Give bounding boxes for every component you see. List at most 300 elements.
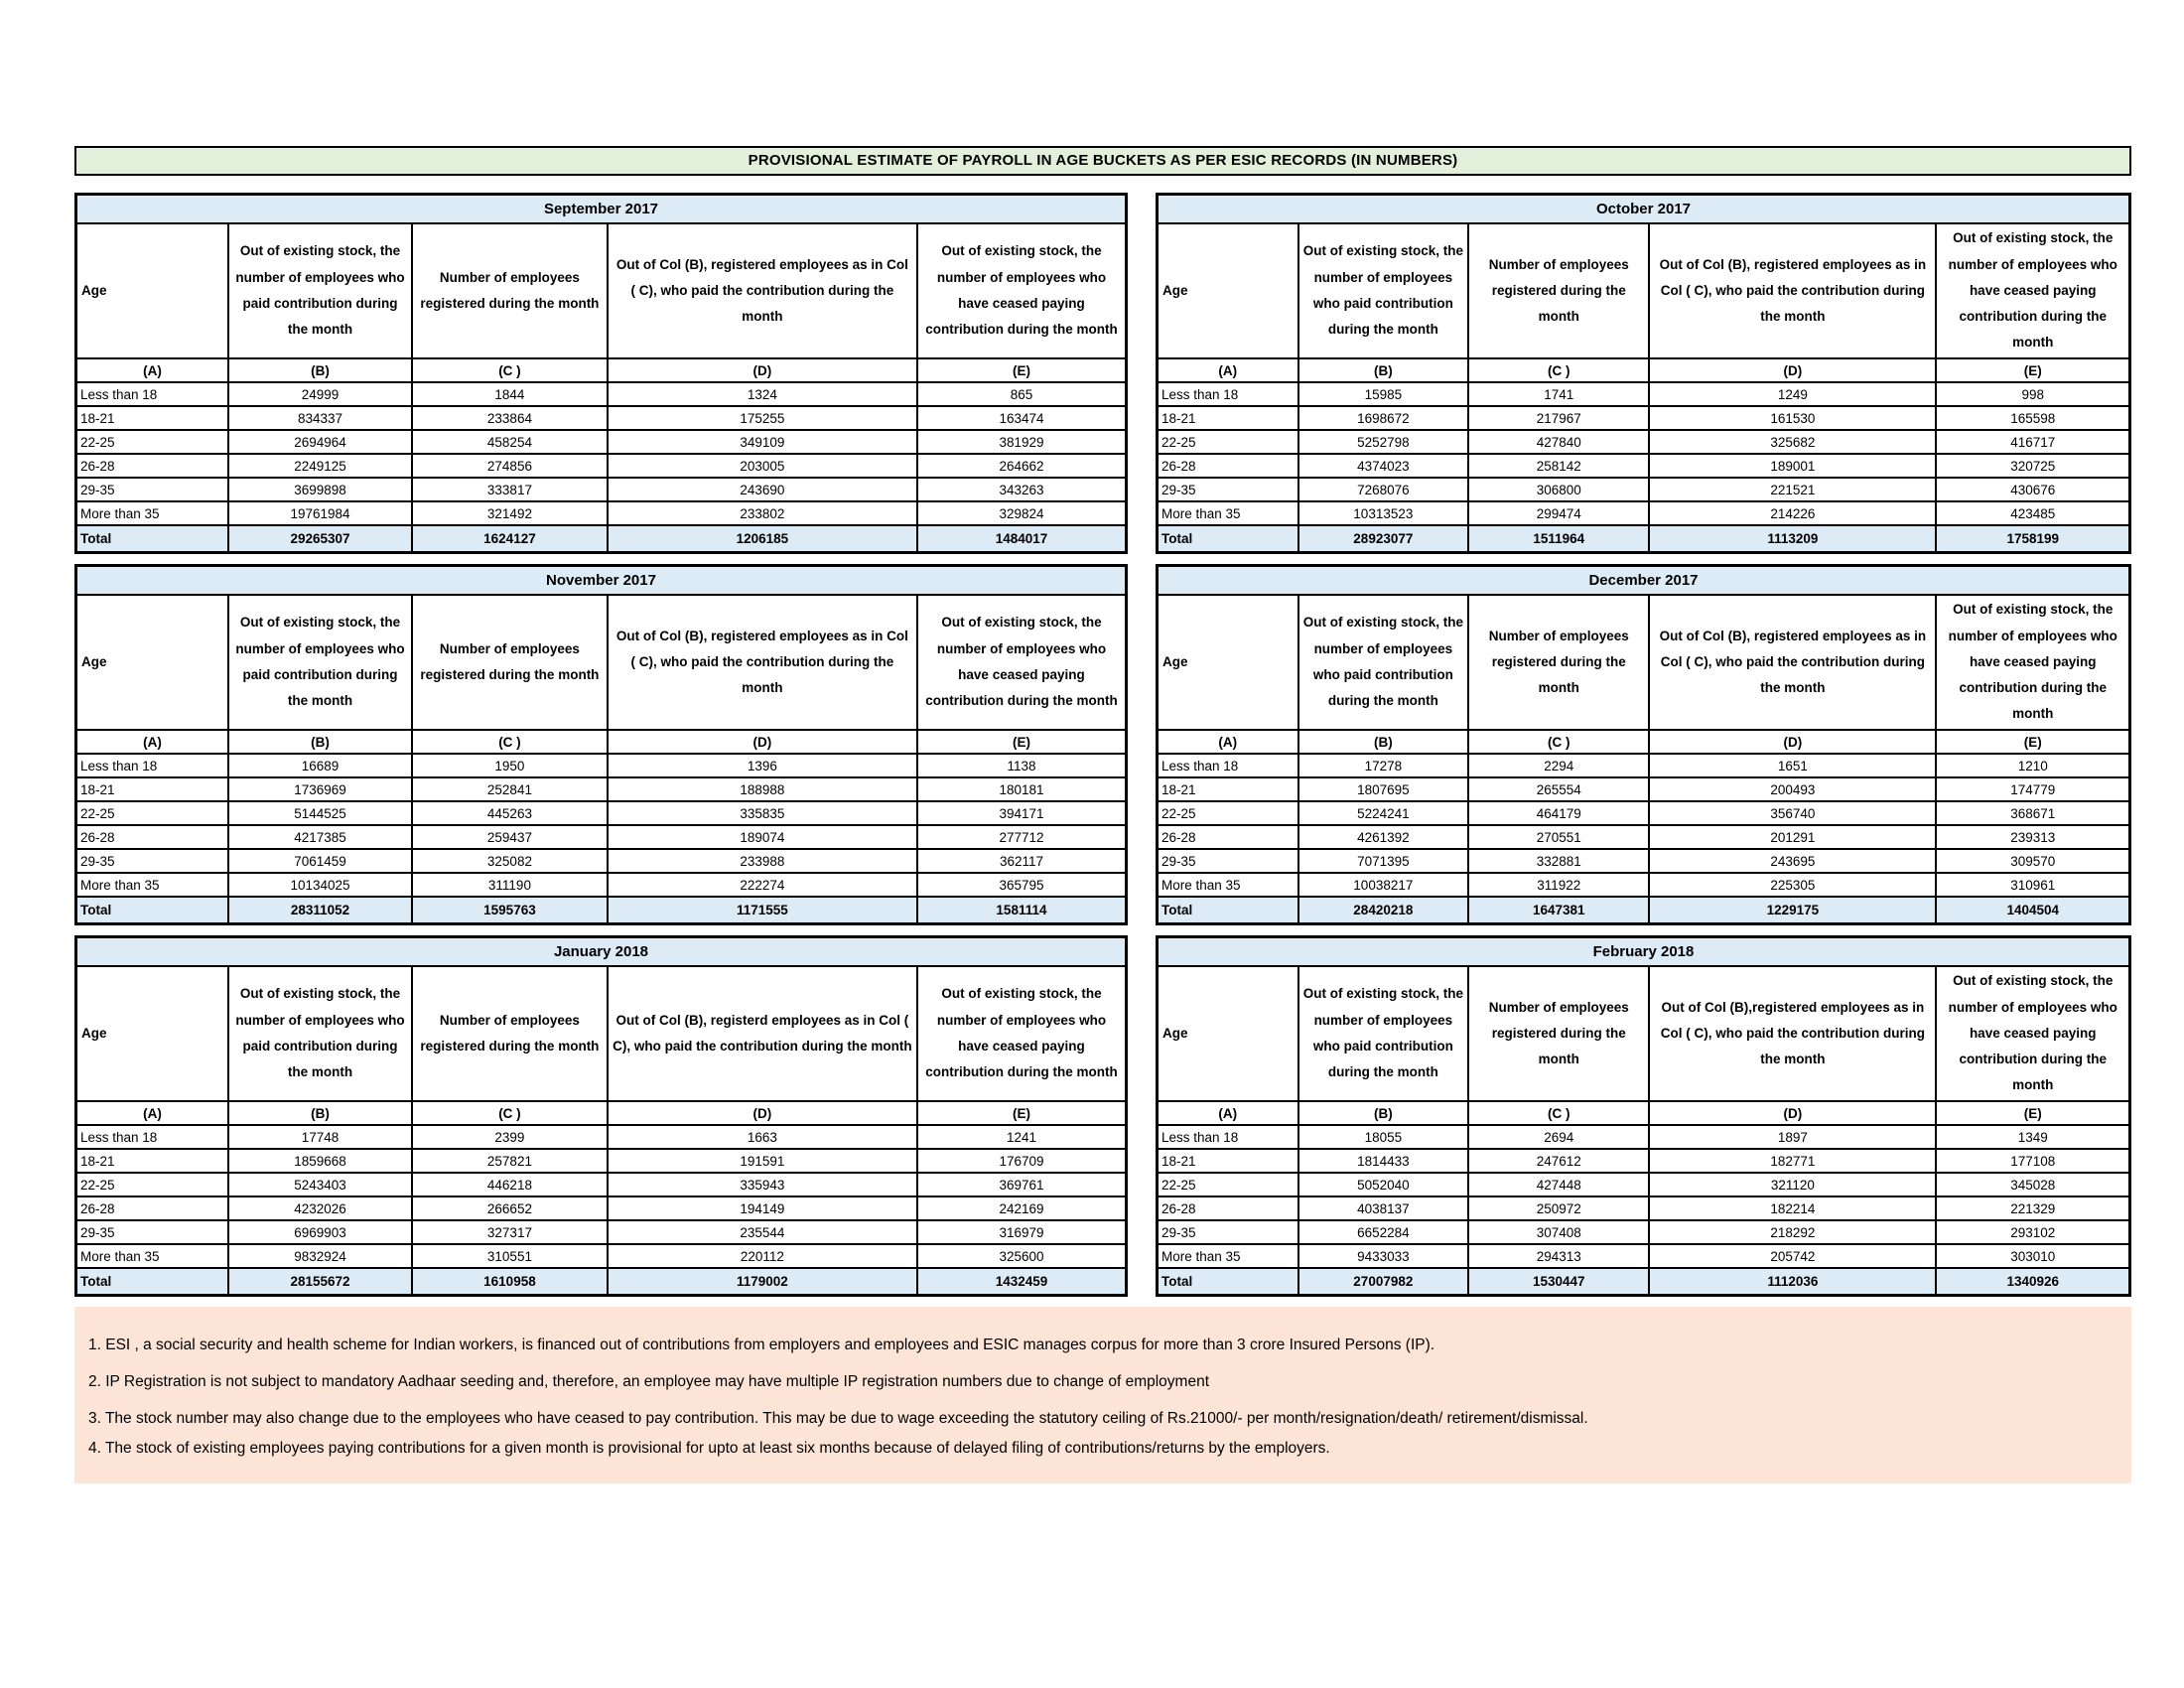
value-cell: 306800 [1468, 478, 1649, 501]
total-value: 1340926 [1936, 1268, 2129, 1296]
column-letter: (E) [917, 730, 1127, 754]
table-row [76, 382, 1127, 406]
value-cell: 329824 [917, 501, 1127, 525]
table-row [1158, 430, 2130, 454]
age-bucket-label: More than 35 [1158, 501, 1298, 525]
total-label: Total [76, 897, 228, 924]
total-value: 1404504 [1936, 897, 2129, 924]
value-cell: 311922 [1468, 873, 1649, 897]
column-header: Out of Col (B),registered employees as in Col ( C), who paid the contribution during the month [1649, 966, 1936, 1101]
table-row [76, 1125, 1127, 1149]
total-value: 1647381 [1468, 897, 1649, 924]
column-letter: (B) [1298, 358, 1469, 382]
value-cell: 250972 [1468, 1196, 1649, 1220]
column-header: Age [76, 595, 228, 730]
table-row [76, 849, 1127, 873]
value-cell: 6652284 [1298, 1220, 1469, 1244]
value-cell: 2694 [1468, 1125, 1649, 1149]
value-cell: 446218 [412, 1173, 608, 1196]
column-letter: (E) [1936, 358, 2129, 382]
value-cell: 16689 [228, 754, 412, 777]
month-data-table [1156, 935, 2131, 1297]
value-cell: 188988 [608, 777, 917, 801]
column-header: Out of existing stock, the number of employees who have ceased paying contribution during the month [917, 595, 1127, 730]
value-cell: 321120 [1649, 1173, 1936, 1196]
footnote: 2. IP Registration is not subject to mandatory Aadhaar seeding and, therefore, an employee may have multiple IP registration numbers due to change of employment [88, 1373, 1210, 1390]
age-bucket-label: Less than 18 [1158, 382, 1298, 406]
value-cell: 1814433 [1298, 1149, 1469, 1173]
value-cell: 5144525 [228, 801, 412, 825]
value-cell: 18055 [1298, 1125, 1469, 1149]
total-label: Total [76, 1268, 228, 1296]
total-value: 1511964 [1468, 525, 1649, 553]
table-row [1158, 1244, 2130, 1268]
value-cell: 1324 [608, 382, 917, 406]
total-row [76, 525, 1127, 553]
value-cell: 1698672 [1298, 406, 1469, 430]
age-bucket-label: 22-25 [76, 1173, 228, 1196]
column-header: Out of existing stock, the number of employees who have ceased paying contribution during the month [1936, 223, 2129, 358]
value-cell: 9832924 [228, 1244, 412, 1268]
value-cell: 174779 [1936, 777, 2129, 801]
value-cell: 5252798 [1298, 430, 1469, 454]
age-bucket-label: Less than 18 [76, 1125, 228, 1149]
age-bucket-label: 18-21 [76, 406, 228, 430]
table-row [76, 406, 1127, 430]
column-header: Number of employees registered during the month [412, 595, 608, 730]
age-bucket-label: 18-21 [1158, 406, 1298, 430]
table-row [76, 501, 1127, 525]
value-cell: 427448 [1468, 1173, 1649, 1196]
value-cell: 200493 [1649, 777, 1936, 801]
value-cell: 430676 [1936, 478, 2129, 501]
value-cell: 335943 [608, 1173, 917, 1196]
month-title: February 2018 [1158, 937, 2130, 967]
footnote: 4. The stock of existing employees paying contributions for a given month is provisional for upto at least six months because of delayed filing of contributions/returns by the employers. [88, 1440, 1330, 1457]
column-header: Out of existing stock, the number of employees who have ceased paying contribution during the month [917, 223, 1127, 358]
column-letter: (B) [1298, 1101, 1469, 1125]
value-cell: 325600 [917, 1244, 1127, 1268]
age-bucket-label: Less than 18 [1158, 1125, 1298, 1149]
total-value: 1758199 [1936, 525, 2129, 553]
column-header: Age [1158, 966, 1298, 1101]
value-cell: 235544 [608, 1220, 917, 1244]
value-cell: 834337 [228, 406, 412, 430]
value-cell: 163474 [917, 406, 1127, 430]
column-header: Out of existing stock, the number of employees who have ceased paying contribution during the month [917, 966, 1127, 1101]
value-cell: 333817 [412, 478, 608, 501]
column-header: Out of existing stock, the number of employees who have ceased paying contribution during the month [1936, 595, 2129, 730]
column-header: Out of Col (B), registered employees as in Col ( C), who paid the contribution during the month [608, 223, 917, 358]
value-cell: 5052040 [1298, 1173, 1469, 1196]
value-cell: 6969903 [228, 1220, 412, 1244]
age-bucket-label: More than 35 [1158, 873, 1298, 897]
value-cell: 381929 [917, 430, 1127, 454]
month-title: December 2017 [1158, 566, 2130, 596]
value-cell: 191591 [608, 1149, 917, 1173]
value-cell: 10134025 [228, 873, 412, 897]
table-row [1158, 754, 2130, 777]
month-data-table [74, 935, 1128, 1297]
total-value: 1624127 [412, 525, 608, 553]
value-cell: 307408 [1468, 1220, 1649, 1244]
value-cell: 10313523 [1298, 501, 1469, 525]
age-bucket-label: 26-28 [76, 1196, 228, 1220]
age-bucket-label: 22-25 [1158, 430, 1298, 454]
value-cell: 225305 [1649, 873, 1936, 897]
table-october-2017 [1156, 193, 2131, 554]
column-header: Number of employees registered during the month [1468, 966, 1649, 1101]
column-letter: (B) [1298, 730, 1469, 754]
value-cell: 309570 [1936, 849, 2129, 873]
value-cell: 161530 [1649, 406, 1936, 430]
table-row [76, 777, 1127, 801]
value-cell: 182771 [1649, 1149, 1936, 1173]
value-cell: 201291 [1649, 825, 1936, 849]
table-row [76, 454, 1127, 478]
column-letter: (C ) [412, 1101, 608, 1125]
month-data-table [1156, 193, 2131, 554]
value-cell: 2249125 [228, 454, 412, 478]
value-cell: 194149 [608, 1196, 917, 1220]
column-header: Number of employees registered during the month [412, 966, 608, 1101]
value-cell: 217967 [1468, 406, 1649, 430]
value-cell: 4374023 [1298, 454, 1469, 478]
age-bucket-label: 22-25 [1158, 1173, 1298, 1196]
column-header: Number of employees registered during the month [1468, 223, 1649, 358]
value-cell: 416717 [1936, 430, 2129, 454]
table-november-2017 [74, 564, 1128, 925]
value-cell: 7071395 [1298, 849, 1469, 873]
total-value: 1595763 [412, 897, 608, 924]
value-cell: 343263 [917, 478, 1127, 501]
column-letter: (E) [1936, 730, 2129, 754]
value-cell: 362117 [917, 849, 1127, 873]
table-row [1158, 1196, 2130, 1220]
value-cell: 270551 [1468, 825, 1649, 849]
age-bucket-label: More than 35 [76, 501, 228, 525]
value-cell: 7268076 [1298, 478, 1469, 501]
table-row [1158, 873, 2130, 897]
column-header: Number of employees registered during the month [1468, 595, 1649, 730]
value-cell: 356740 [1649, 801, 1936, 825]
month-title: November 2017 [76, 566, 1127, 596]
total-value: 28311052 [228, 897, 412, 924]
value-cell: 1249 [1649, 382, 1936, 406]
value-cell: 316979 [917, 1220, 1127, 1244]
value-cell: 3699898 [228, 478, 412, 501]
column-header: Out of existing stock, the number of employees who paid contribution during the month [1298, 223, 1469, 358]
age-bucket-label: 18-21 [76, 777, 228, 801]
value-cell: 349109 [608, 430, 917, 454]
value-cell: 294313 [1468, 1244, 1649, 1268]
column-letter: (E) [1936, 1101, 2129, 1125]
total-value: 1530447 [1468, 1268, 1649, 1296]
value-cell: 189001 [1649, 454, 1936, 478]
total-value: 28420218 [1298, 897, 1469, 924]
value-cell: 369761 [917, 1173, 1127, 1196]
value-cell: 4038137 [1298, 1196, 1469, 1220]
value-cell: 205742 [1649, 1244, 1936, 1268]
column-letter: (B) [228, 1101, 412, 1125]
column-header: Number of employees registered during the month [412, 223, 608, 358]
total-row [76, 1268, 1127, 1296]
value-cell: 233988 [608, 849, 917, 873]
column-letter: (A) [76, 730, 228, 754]
table-row [76, 1173, 1127, 1196]
column-letter: (E) [917, 1101, 1127, 1125]
column-letter: (A) [76, 358, 228, 382]
value-cell: 1859668 [228, 1149, 412, 1173]
value-cell: 1241 [917, 1125, 1127, 1149]
value-cell: 310551 [412, 1244, 608, 1268]
value-cell: 258142 [1468, 454, 1649, 478]
column-letter: (D) [608, 730, 917, 754]
page-title: PROVISIONAL ESTIMATE OF PAYROLL IN AGE BUCKETS AS PER ESIC RECORDS (IN NUMBERS) [74, 146, 2131, 176]
total-row [1158, 525, 2130, 553]
value-cell: 17278 [1298, 754, 1469, 777]
value-cell: 4261392 [1298, 825, 1469, 849]
total-value: 27007982 [1298, 1268, 1469, 1296]
month-data-table [74, 193, 1128, 554]
total-label: Total [76, 525, 228, 553]
column-letter: (C ) [412, 730, 608, 754]
age-bucket-label: 26-28 [76, 825, 228, 849]
age-bucket-label: 22-25 [76, 801, 228, 825]
total-value: 1581114 [917, 897, 1127, 924]
value-cell: 303010 [1936, 1244, 2129, 1268]
column-header: Out of Col (B), registered employees as in Col ( C), who paid the contribution during the month [608, 595, 917, 730]
value-cell: 10038217 [1298, 873, 1469, 897]
column-header: Age [1158, 595, 1298, 730]
total-value: 1229175 [1649, 897, 1936, 924]
value-cell: 24999 [228, 382, 412, 406]
value-cell: 265554 [1468, 777, 1649, 801]
age-bucket-label: 29-35 [1158, 1220, 1298, 1244]
age-bucket-label: 18-21 [1158, 1149, 1298, 1173]
table-row [1158, 1173, 2130, 1196]
table-band-row-3 [74, 935, 2131, 1297]
value-cell: 2694964 [228, 430, 412, 454]
month-data-table [1156, 564, 2131, 925]
month-title: January 2018 [76, 937, 1127, 967]
value-cell: 1349 [1936, 1125, 2129, 1149]
table-row [1158, 801, 2130, 825]
table-row [1158, 1220, 2130, 1244]
age-bucket-label: 29-35 [76, 849, 228, 873]
age-bucket-label: More than 35 [1158, 1244, 1298, 1268]
table-band-row-1 [74, 193, 2131, 554]
month-title: September 2017 [76, 195, 1127, 224]
age-bucket-label: Less than 18 [1158, 754, 1298, 777]
report-sheet [74, 146, 2131, 1483]
column-header: Age [76, 966, 228, 1101]
value-cell: 345028 [1936, 1173, 2129, 1196]
table-row [76, 873, 1127, 897]
age-bucket-label: More than 35 [76, 1244, 228, 1268]
value-cell: 221329 [1936, 1196, 2129, 1220]
column-letter: (C ) [1468, 358, 1649, 382]
value-cell: 264662 [917, 454, 1127, 478]
month-title: October 2017 [1158, 195, 2130, 224]
value-cell: 998 [1936, 382, 2129, 406]
table-row [76, 801, 1127, 825]
table-row [76, 430, 1127, 454]
column-header: Age [76, 223, 228, 358]
table-row [1158, 478, 2130, 501]
footnote: 1. ESI , a social security and health scheme for Indian workers, is financed out of contributions from employers and employees and ESIC manages corpus for more than 3 crore Insured Persons (IP). [88, 1336, 1435, 1353]
value-cell: 458254 [412, 430, 608, 454]
value-cell: 325082 [412, 849, 608, 873]
column-header: Out of existing stock, the number of employees who paid contribution during the month [1298, 966, 1469, 1101]
value-cell: 4232026 [228, 1196, 412, 1220]
total-value: 29265307 [228, 525, 412, 553]
value-cell: 1736969 [228, 777, 412, 801]
value-cell: 5243403 [228, 1173, 412, 1196]
total-value: 1206185 [608, 525, 917, 553]
column-header: Age [1158, 223, 1298, 358]
value-cell: 865 [917, 382, 1127, 406]
column-letter: (C ) [412, 358, 608, 382]
value-cell: 233864 [412, 406, 608, 430]
age-bucket-label: 29-35 [1158, 849, 1298, 873]
value-cell: 243695 [1649, 849, 1936, 873]
table-row [76, 1196, 1127, 1220]
value-cell: 320725 [1936, 454, 2129, 478]
value-cell: 180181 [917, 777, 1127, 801]
value-cell: 394171 [917, 801, 1127, 825]
table-september-2017 [74, 193, 1128, 554]
value-cell: 427840 [1468, 430, 1649, 454]
total-value: 1171555 [608, 897, 917, 924]
value-cell: 1844 [412, 382, 608, 406]
column-letter: (A) [1158, 730, 1298, 754]
value-cell: 423485 [1936, 501, 2129, 525]
value-cell: 1210 [1936, 754, 2129, 777]
table-february-2018 [1156, 935, 2131, 1297]
age-bucket-label: 18-21 [76, 1149, 228, 1173]
value-cell: 17748 [228, 1125, 412, 1149]
table-december-2017 [1156, 564, 2131, 925]
value-cell: 5224241 [1298, 801, 1469, 825]
column-header: Out of Col (B), registerd employees as in Col ( C), who paid the contribution during the month [608, 966, 917, 1101]
column-letter: (D) [1649, 730, 1936, 754]
table-january-2018 [74, 935, 1128, 1297]
age-bucket-label: 29-35 [76, 1220, 228, 1244]
value-cell: 242169 [917, 1196, 1127, 1220]
total-row [76, 897, 1127, 924]
value-cell: 247612 [1468, 1149, 1649, 1173]
value-cell: 252841 [412, 777, 608, 801]
table-row [1158, 501, 2130, 525]
column-header: Out of existing stock, the number of employees who paid contribution during the month [228, 223, 412, 358]
value-cell: 221521 [1649, 478, 1936, 501]
column-letter: (A) [1158, 358, 1298, 382]
value-cell: 9433033 [1298, 1244, 1469, 1268]
value-cell: 293102 [1936, 1220, 2129, 1244]
value-cell: 310961 [1936, 873, 2129, 897]
value-cell: 1950 [412, 754, 608, 777]
value-cell: 445263 [412, 801, 608, 825]
value-cell: 214226 [1649, 501, 1936, 525]
age-bucket-label: 26-28 [1158, 454, 1298, 478]
age-bucket-label: Less than 18 [76, 382, 228, 406]
age-bucket-label: 29-35 [1158, 478, 1298, 501]
total-value: 1179002 [608, 1268, 917, 1296]
table-row [1158, 1149, 2130, 1173]
value-cell: 182214 [1649, 1196, 1936, 1220]
total-value: 1484017 [917, 525, 1127, 553]
footnote: 3. The stock number may also change due to the employees who have ceased to pay contribution. This may be due to wage exceeding the statutory ceiling of Rs.21000/- per month/resignation/death/ retirement/dismissal. [88, 1410, 1588, 1427]
value-cell: 299474 [1468, 501, 1649, 525]
table-row [76, 825, 1127, 849]
value-cell: 239313 [1936, 825, 2129, 849]
column-header: Out of Col (B), registered employees as in Col ( C), who paid the contribution during the month [1649, 223, 1936, 358]
value-cell: 243690 [608, 478, 917, 501]
table-row [1158, 1125, 2130, 1149]
value-cell: 1138 [917, 754, 1127, 777]
value-cell: 311190 [412, 873, 608, 897]
value-cell: 274856 [412, 454, 608, 478]
value-cell: 233802 [608, 501, 917, 525]
value-cell: 176709 [917, 1149, 1127, 1173]
total-row [1158, 897, 2130, 924]
column-letter: (D) [1649, 1101, 1936, 1125]
value-cell: 277712 [917, 825, 1127, 849]
column-letter: (A) [76, 1101, 228, 1125]
column-letter: (B) [228, 358, 412, 382]
value-cell: 1651 [1649, 754, 1936, 777]
value-cell: 203005 [608, 454, 917, 478]
total-value: 1112036 [1649, 1268, 1936, 1296]
value-cell: 368671 [1936, 801, 2129, 825]
age-bucket-label: 26-28 [1158, 825, 1298, 849]
table-row [1158, 825, 2130, 849]
table-row [76, 1220, 1127, 1244]
value-cell: 1741 [1468, 382, 1649, 406]
table-row [1158, 382, 2130, 406]
value-cell: 165598 [1936, 406, 2129, 430]
value-cell: 321492 [412, 501, 608, 525]
value-cell: 259437 [412, 825, 608, 849]
value-cell: 220112 [608, 1244, 917, 1268]
table-row [76, 1149, 1127, 1173]
age-bucket-label: 22-25 [1158, 801, 1298, 825]
value-cell: 327317 [412, 1220, 608, 1244]
table-row [1158, 849, 2130, 873]
value-cell: 15985 [1298, 382, 1469, 406]
column-letter: (D) [1649, 358, 1936, 382]
month-data-table [74, 564, 1128, 925]
age-bucket-label: 29-35 [76, 478, 228, 501]
table-row [1158, 406, 2130, 430]
value-cell: 19761984 [228, 501, 412, 525]
value-cell: 365795 [917, 873, 1127, 897]
value-cell: 335835 [608, 801, 917, 825]
value-cell: 464179 [1468, 801, 1649, 825]
value-cell: 189074 [608, 825, 917, 849]
table-row [76, 478, 1127, 501]
value-cell: 218292 [1649, 1220, 1936, 1244]
value-cell: 325682 [1649, 430, 1936, 454]
age-bucket-label: More than 35 [76, 873, 228, 897]
total-value: 28923077 [1298, 525, 1469, 553]
value-cell: 1897 [1649, 1125, 1936, 1149]
table-row [76, 1244, 1127, 1268]
value-cell: 1396 [608, 754, 917, 777]
age-bucket-label: Less than 18 [76, 754, 228, 777]
column-header: Out of existing stock, the number of employees who paid contribution during the month [1298, 595, 1469, 730]
